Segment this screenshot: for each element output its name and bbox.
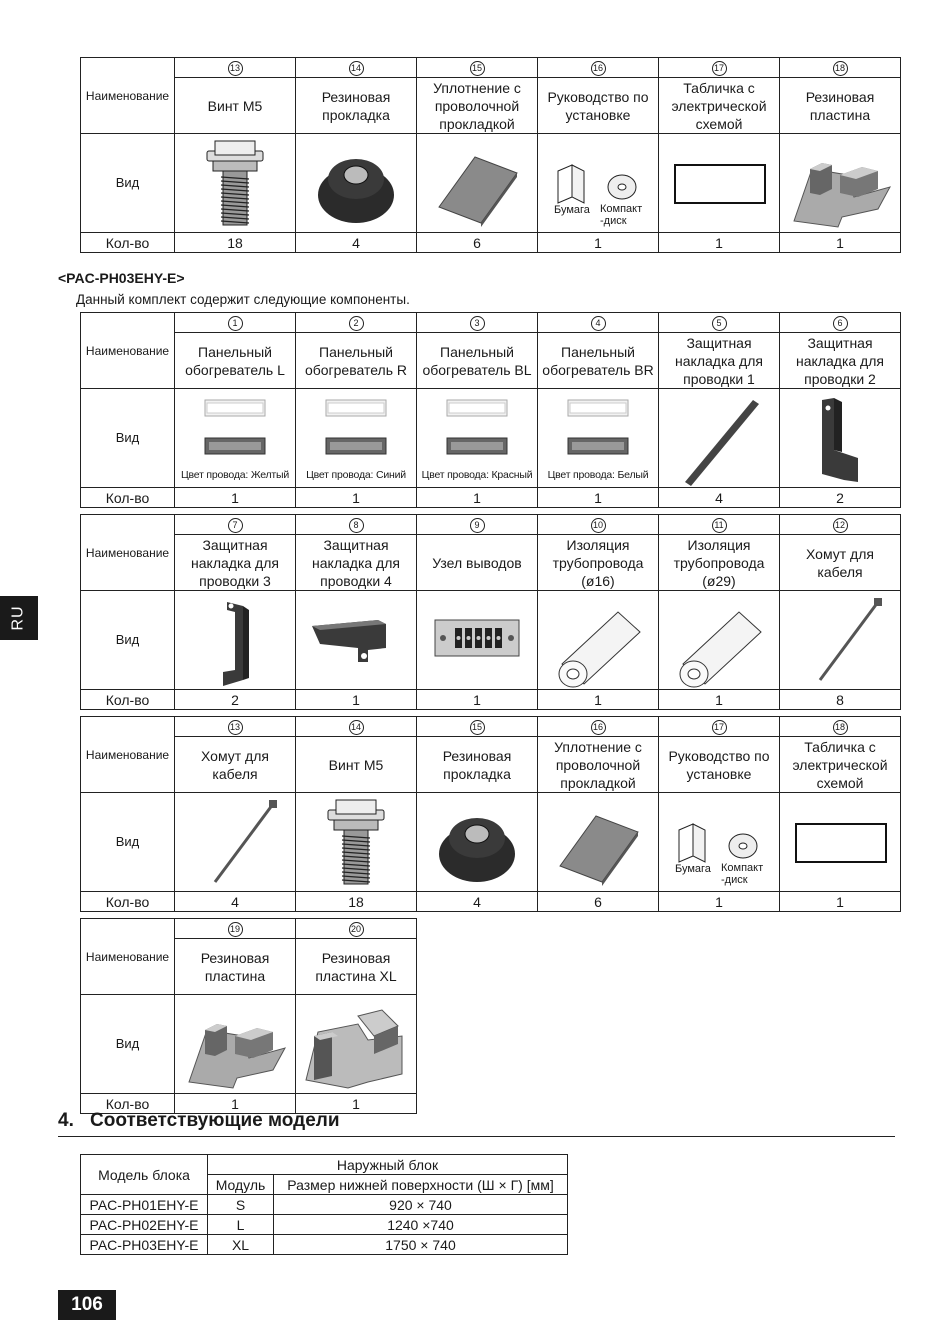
item-name: Уплотнение с проволочной прокладкой: [417, 78, 538, 134]
models-header-outdoor: Наружный блок: [208, 1155, 568, 1175]
item-number-cell: [296, 58, 417, 78]
item-qty: 1: [417, 690, 538, 710]
item-number: 16: [591, 720, 606, 735]
item-view-cell: [780, 389, 901, 488]
item-number: 5: [712, 316, 727, 331]
item-qty: 1: [417, 488, 538, 508]
item-view-cell: [538, 591, 659, 690]
item-picture: [782, 390, 898, 486]
language-tab-label: RU: [9, 605, 27, 631]
item-view-cell: [296, 591, 417, 690]
item-name: Уплотнение с проволочной прокладкой: [538, 737, 659, 793]
models-cell-module: XL: [208, 1235, 274, 1255]
models-cell-module: L: [208, 1215, 274, 1235]
item-view-cell: [175, 389, 296, 488]
item-qty: 6: [538, 892, 659, 912]
item-number-cell: [175, 58, 296, 78]
item-view-cell: [175, 591, 296, 690]
item-view-cell: [780, 591, 901, 690]
item-view-cell: [780, 134, 901, 233]
item-number: 18: [833, 720, 848, 735]
item-picture: [419, 794, 535, 890]
item-qty: 1: [296, 488, 417, 508]
item-name: Панельный обогреватель BR: [538, 333, 659, 389]
item-picture: [540, 390, 656, 486]
item-number: 4: [591, 316, 606, 331]
item-picture: [661, 390, 777, 486]
item-name: Изоляция трубопровода (ø16): [538, 535, 659, 591]
item-number-cell: [780, 313, 901, 333]
item-number: 19: [228, 922, 243, 937]
item-view-cell: [296, 134, 417, 233]
item-qty: 1: [296, 1094, 417, 1114]
item-number: 15: [470, 61, 485, 76]
models-header-model: Модель блока: [81, 1155, 208, 1195]
qty-row-label: Кол-во: [81, 892, 175, 912]
item-number-cell: [296, 717, 417, 737]
item-number: 10: [591, 518, 606, 533]
item-number-cell: [296, 313, 417, 333]
item-name: Табличка с электрической схемой: [659, 78, 780, 134]
item-picture: [419, 135, 535, 231]
item-qty: 1: [659, 233, 780, 253]
cd-caption: Компакт -диск: [600, 203, 643, 227]
item-number-cell: [780, 58, 901, 78]
item-number-cell: [296, 515, 417, 535]
paper-caption: Бумага: [554, 204, 590, 216]
cd-caption: Компакт -диск: [721, 862, 764, 886]
item-picture: [177, 135, 293, 231]
models-cell-model: PAC-PH03EHY-E: [81, 1235, 208, 1255]
item-number: 9: [470, 518, 485, 533]
item-view-cell: [659, 591, 780, 690]
item-number: 20: [349, 922, 364, 937]
item-view-cell: [659, 134, 780, 233]
item-qty: 1: [538, 488, 659, 508]
item-number: 15: [470, 720, 485, 735]
item-picture: [298, 794, 414, 890]
item-name: Резиновая прокладка: [296, 78, 417, 134]
item-view-cell: [417, 389, 538, 488]
item-number-cell: [780, 515, 901, 535]
item-qty: 1: [175, 488, 296, 508]
item-picture: [540, 794, 656, 890]
item-number: 11: [712, 518, 727, 533]
item-picture: [661, 135, 777, 231]
item-name: Винт M5: [296, 737, 417, 793]
wire-color-caption: Цвет провода: Белый: [547, 469, 649, 481]
item-qty: 1: [296, 690, 417, 710]
item-picture: [782, 794, 898, 890]
item-view-cell: [175, 134, 296, 233]
item-qty: 18: [175, 233, 296, 253]
item-number: 6: [833, 316, 848, 331]
models-row: [81, 1215, 568, 1235]
models-row: [81, 1195, 568, 1215]
name-row-label: Наименование: [81, 515, 175, 591]
item-number-cell: [417, 717, 538, 737]
item-number: 16: [591, 61, 606, 76]
item-number-cell: [538, 717, 659, 737]
item-qty: 1: [780, 233, 901, 253]
item-number: 18: [833, 61, 848, 76]
name-row-label: Наименование: [81, 313, 175, 389]
models-header-module: Модуль: [208, 1175, 274, 1195]
item-name: Резиновая прокладка: [417, 737, 538, 793]
models-header-size: Размер нижней поверхности (Ш × Г) [мм]: [274, 1175, 568, 1195]
item-name: Панельный обогреватель R: [296, 333, 417, 389]
item-number: 13: [228, 720, 243, 735]
parts-table-top: [80, 57, 901, 253]
item-qty: 1: [659, 690, 780, 710]
item-name: Руководство по установке: [659, 737, 780, 793]
item-qty: 1: [175, 1094, 296, 1114]
models-cell-model: PAC-PH02EHY-E: [81, 1215, 208, 1235]
item-number-cell: [175, 717, 296, 737]
item-number: 14: [349, 720, 364, 735]
item-number: 12: [833, 518, 848, 533]
item-picture: [782, 592, 898, 688]
item-picture: [177, 794, 293, 890]
item-view-cell: [417, 591, 538, 690]
item-view-cell: [296, 793, 417, 892]
name-row-label: Наименование: [81, 717, 175, 793]
item-view-cell: [175, 793, 296, 892]
name-row-label: Наименование: [81, 919, 175, 995]
item-number: 14: [349, 61, 364, 76]
item-number: 8: [349, 518, 364, 533]
view-row-label: Вид: [81, 793, 175, 892]
item-number: 3: [470, 316, 485, 331]
qty-row-label: Кол-во: [81, 690, 175, 710]
item-number: 17: [712, 61, 727, 76]
item-view-cell: [538, 134, 659, 233]
item-number-cell: [175, 919, 296, 939]
item-name: Резиновая пластина XL: [296, 939, 417, 995]
qty-row-label: Кол-во: [81, 233, 175, 253]
item-picture: [419, 592, 535, 688]
item-number-cell: [659, 717, 780, 737]
item-view-cell: [538, 793, 659, 892]
parts-table-b: [80, 514, 901, 710]
item-name: Защитная накладка для проводки 1: [659, 333, 780, 389]
item-name: Хомут для кабеля: [175, 737, 296, 793]
item-picture: [782, 135, 898, 231]
item-picture: [419, 390, 535, 486]
item-number-cell: [538, 515, 659, 535]
item-number: 17: [712, 720, 727, 735]
item-view-cell: [296, 389, 417, 488]
item-number-cell: [659, 58, 780, 78]
models-row: [81, 1235, 568, 1255]
item-number-cell: [296, 919, 417, 939]
models-cell-model: PAC-PH01EHY-E: [81, 1195, 208, 1215]
parts-table-d: [80, 918, 417, 1114]
item-qty: 1: [780, 892, 901, 912]
item-number-cell: [417, 313, 538, 333]
item-picture: [661, 592, 777, 688]
section-heading: [58, 1110, 895, 1137]
item-qty: 4: [175, 892, 296, 912]
item-view-cell: [659, 793, 780, 892]
item-name: Защитная накладка для проводки 2: [780, 333, 901, 389]
item-picture: [298, 135, 414, 231]
qty-row-label: Кол-во: [81, 488, 175, 508]
item-number-cell: [659, 313, 780, 333]
item-view-cell: [659, 389, 780, 488]
page-number: 106: [58, 1290, 116, 1320]
item-qty: 2: [780, 488, 901, 508]
item-name: Хомут для кабеля: [780, 535, 901, 591]
parts-table-a: [80, 312, 901, 508]
package-title: <PAC-PH03EHY-E>: [58, 270, 185, 286]
item-number-cell: [417, 58, 538, 78]
wire-color-caption: Цвет провода: Желтый: [180, 469, 290, 481]
item-name: Винт M5: [175, 78, 296, 134]
item-picture: [177, 996, 293, 1092]
item-name: Резиновая пластина: [175, 939, 296, 995]
item-picture: [540, 592, 656, 688]
item-qty: 4: [296, 233, 417, 253]
item-view-cell: [417, 134, 538, 233]
item-number-cell: [780, 717, 901, 737]
item-number-cell: [175, 313, 296, 333]
models-table: [80, 1154, 568, 1255]
item-name: Панельный обогреватель BL: [417, 333, 538, 389]
item-view-cell: [417, 793, 538, 892]
item-qty: 6: [417, 233, 538, 253]
models-cell-size: 920 × 740: [274, 1195, 568, 1215]
language-tab: [0, 596, 38, 640]
section-number: 4.: [58, 1110, 74, 1131]
name-row-label: Наименование: [81, 58, 175, 134]
parts-table-c: [80, 716, 901, 912]
view-row-label: Вид: [81, 591, 175, 690]
item-qty: 4: [659, 488, 780, 508]
view-row-label: Вид: [81, 995, 175, 1094]
paper-caption: Бумага: [675, 863, 711, 875]
item-picture: [298, 390, 414, 486]
item-view-cell: [296, 995, 417, 1094]
models-cell-size: 1750 × 740: [274, 1235, 568, 1255]
item-name: Резиновая пластина: [780, 78, 901, 134]
item-number: 2: [349, 316, 364, 331]
item-number-cell: [659, 515, 780, 535]
item-qty: 2: [175, 690, 296, 710]
item-number: 1: [228, 316, 243, 331]
item-qty: 8: [780, 690, 901, 710]
models-cell-module: S: [208, 1195, 274, 1215]
item-name: Узел выводов: [417, 535, 538, 591]
view-row-label: Вид: [81, 134, 175, 233]
item-picture: [177, 390, 293, 486]
item-number: 13: [228, 61, 243, 76]
item-picture: [177, 592, 293, 688]
item-qty: 18: [296, 892, 417, 912]
item-qty: 1: [659, 892, 780, 912]
section-title: Соответствующие модели: [90, 1110, 340, 1131]
item-name: Защитная накладка для проводки 4: [296, 535, 417, 591]
item-view-cell: [538, 389, 659, 488]
item-number-cell: [417, 515, 538, 535]
item-view-cell: [175, 995, 296, 1094]
item-qty: 4: [417, 892, 538, 912]
item-number-cell: [538, 313, 659, 333]
item-name: Защитная накладка для проводки 3: [175, 535, 296, 591]
item-name: Табличка с электрической схемой: [780, 737, 901, 793]
package-description: Данный комплект содержит следующие компоненты.: [76, 292, 410, 307]
item-number-cell: [175, 515, 296, 535]
item-picture: [661, 794, 777, 890]
qty-row-label: Кол-во: [81, 1094, 175, 1114]
item-name: Панельный обогреватель L: [175, 333, 296, 389]
item-number-cell: [538, 58, 659, 78]
wire-color-caption: Цвет провода: Красный: [421, 469, 533, 481]
item-picture: [298, 996, 414, 1092]
item-number: 7: [228, 518, 243, 533]
item-name: Руководство по установке: [538, 78, 659, 134]
item-qty: 1: [538, 233, 659, 253]
item-view-cell: [780, 793, 901, 892]
models-cell-size: 1240 ×740: [274, 1215, 568, 1235]
item-picture: [298, 592, 414, 688]
view-row-label: Вид: [81, 389, 175, 488]
item-name: Изоляция трубопровода (ø29): [659, 535, 780, 591]
item-qty: 1: [538, 690, 659, 710]
item-picture: [540, 135, 656, 231]
wire-color-caption: Цвет провода: Синий: [306, 469, 406, 481]
